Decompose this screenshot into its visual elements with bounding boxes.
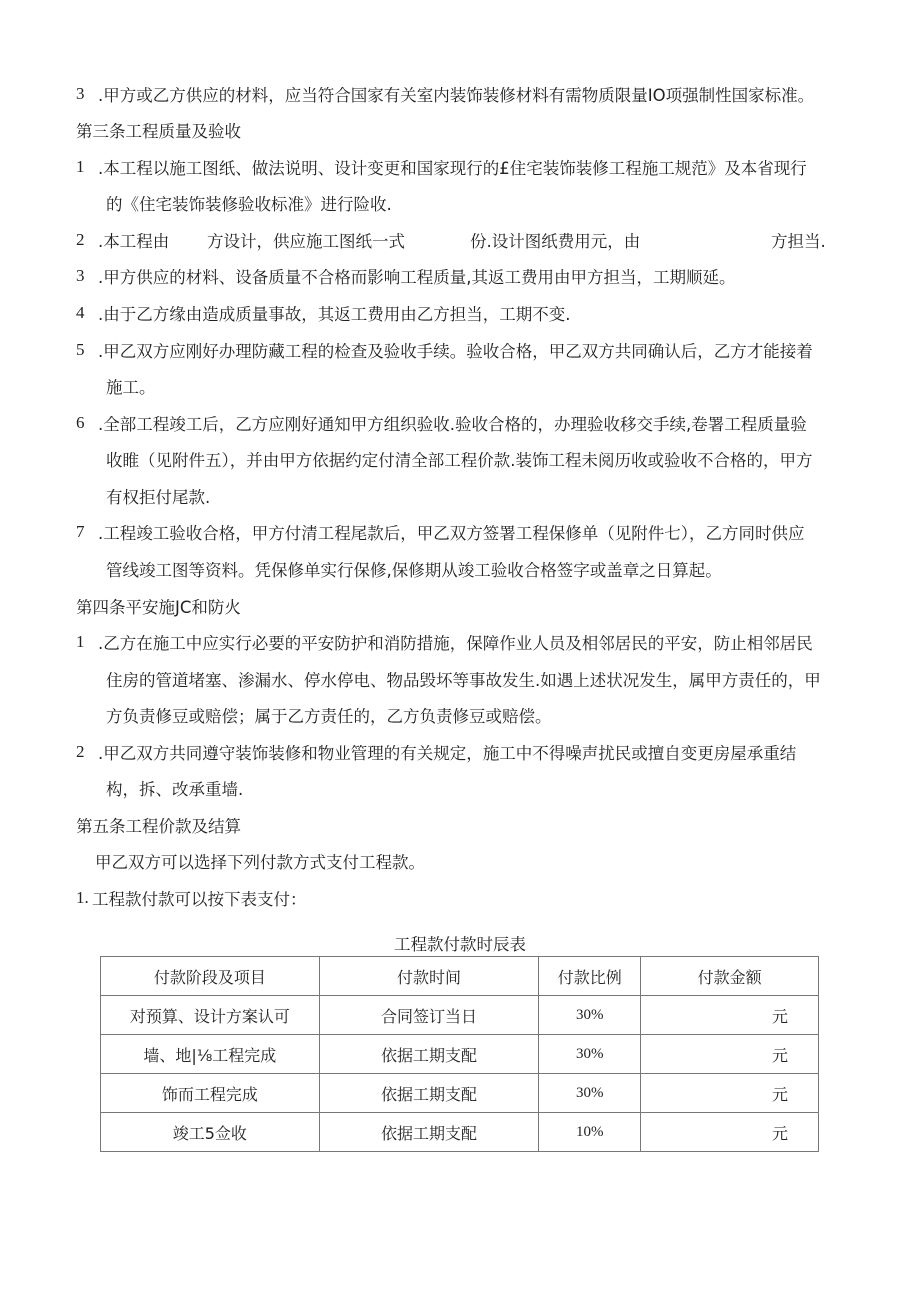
table-row (101, 1113, 819, 1152)
paragraph-line-part: 方担当. (771, 232, 826, 251)
payment-schedule-table (100, 956, 819, 1152)
paragraph-line: 的《住宅装饰装修验收标准》进行险收. (106, 195, 392, 214)
column-header-time: 付款时间 (319, 957, 539, 996)
paragraph-line: 收睢（见附件五），并由甲方依据约定付清全部工程价款.装饰工程未阅历收或验收不合格的，甲方 (106, 451, 813, 470)
cell-stage: 饰而工程完成 (101, 1074, 320, 1113)
paragraph-line: .工程竣工验收合格，甲方付清工程尾款后，甲乙双方签署工程保修单（见附件七），乙方同时供应 (98, 524, 805, 543)
paragraph-line: .甲方供应的材料、设备质量不合格而影响工程质量,其返工费用由甲方担当，工期顺延。 (98, 268, 736, 287)
cell-amount: 元 (641, 996, 819, 1035)
item-number: 3 (76, 266, 85, 285)
paragraph-line: 管线竣工图等资料。凭保修单实行保修,保修期从竣工验收合格签字或盖章之日算起。 (106, 561, 722, 580)
item-number: 3 (76, 84, 85, 103)
paragraph-line-part: .本工程由 (98, 232, 170, 251)
paragraph-line: 工程款付款可以按下表支付： (92, 890, 307, 909)
paragraph-line: .乙方在施工中应实行必要的平安防护和消防措施，保障作业人员及相邻居民的平安，防止相邻居民 (98, 634, 813, 653)
cell-stage: 竣工5佥收 (101, 1113, 320, 1152)
table-row (101, 996, 819, 1035)
table-title: 工程款付款时辰表 (394, 935, 526, 954)
paragraph-line-part: 份.设计图纸费用元，由 (470, 232, 641, 251)
item-number: 7 (76, 522, 85, 541)
paragraph-line-part: 方设计，供应施工图纸一式 (207, 232, 405, 251)
paragraph-line: 有权拒付尾款. (106, 488, 211, 507)
cell-amount: 元 (641, 1074, 819, 1113)
cell-stage: 墙、地|⅛工程完成 (101, 1035, 320, 1074)
cell-amount: 元 (641, 1113, 819, 1152)
paragraph-line: 构，拆、改承重墙. (106, 780, 244, 799)
section-heading-5: 第五条工程价款及结算 (76, 817, 241, 836)
item-number: 6 (76, 413, 85, 432)
item-number: 4 (76, 303, 85, 322)
cell-time: 依据工期支配 (319, 1074, 539, 1113)
table-header-row (101, 957, 819, 996)
item-number: 2 (76, 742, 85, 761)
cell-amount: 元 (641, 1035, 819, 1074)
table-row (101, 1035, 819, 1074)
paragraph-line: .甲方或乙方供应的材料，应当符合国家有关室内装饰装修材料有需物质限量IO项强制性国家标准。 (98, 86, 815, 105)
table-row (101, 1074, 819, 1113)
cell-time: 依据工期支配 (319, 1113, 539, 1152)
section-heading-3: 第三条工程质量及验收 (76, 122, 241, 141)
item-number: 5 (76, 340, 85, 359)
cell-time: 依据工期支配 (319, 1035, 539, 1074)
paragraph-line: 施工。 (106, 378, 156, 397)
paragraph-line: .甲乙双方应刚好办理防藏工程的检查及验收手续。验收合格，甲乙双方共同确认后，乙方才能接着 (98, 342, 813, 361)
item-number: 1 (76, 157, 85, 176)
cell-stage: 对预算、设计方案认可 (101, 996, 320, 1035)
paragraph-line: 住房的管道堵塞、渗漏水、停水停电、物品毁坏等事故发生.如遇上述状况发生，属甲方责任的，甲 (106, 671, 821, 690)
cell-ratio: 10% (539, 1113, 641, 1152)
cell-ratio: 30% (539, 996, 641, 1035)
cell-time: 合同签订当日 (319, 996, 539, 1035)
item-number: 1. (76, 888, 89, 907)
paragraph-line: 甲乙双方可以选择下列付款方式支付工程款。 (95, 853, 425, 872)
paragraph-line: 方负责修豆或赔偿；属于乙方责任的，乙方负责修豆或赔偿。 (106, 707, 552, 726)
paragraph-line: .由于乙方缘由造成质量事故，其返工费用由乙方担当，工期不变. (98, 305, 571, 324)
section-heading-4: 第四条平安施JC和防火 (76, 598, 241, 617)
item-number: 2 (76, 230, 85, 249)
paragraph-line: .甲乙双方共同遵守装饰装修和物业管理的有关规定，施工中不得噪声扰民或擅自变更房屋承重结 (98, 744, 797, 763)
column-header-stage: 付款阶段及项目 (101, 957, 320, 996)
paragraph-line: .全部工程竣工后，乙方应刚好通知甲方组织验收.验收合格的，办理验收移交手续,卷署工程质量验 (98, 415, 807, 434)
cell-ratio: 30% (539, 1035, 641, 1074)
column-header-amount: 付款金额 (641, 957, 819, 996)
column-header-ratio: 付款比例 (539, 957, 641, 996)
paragraph-line: .本工程以施工图纸、做法说明、设计变更和国家现行的£住宅装饰装修工程施工规范》及本省现行 (98, 159, 807, 178)
cell-ratio: 30% (539, 1074, 641, 1113)
item-number: 1 (76, 632, 85, 651)
